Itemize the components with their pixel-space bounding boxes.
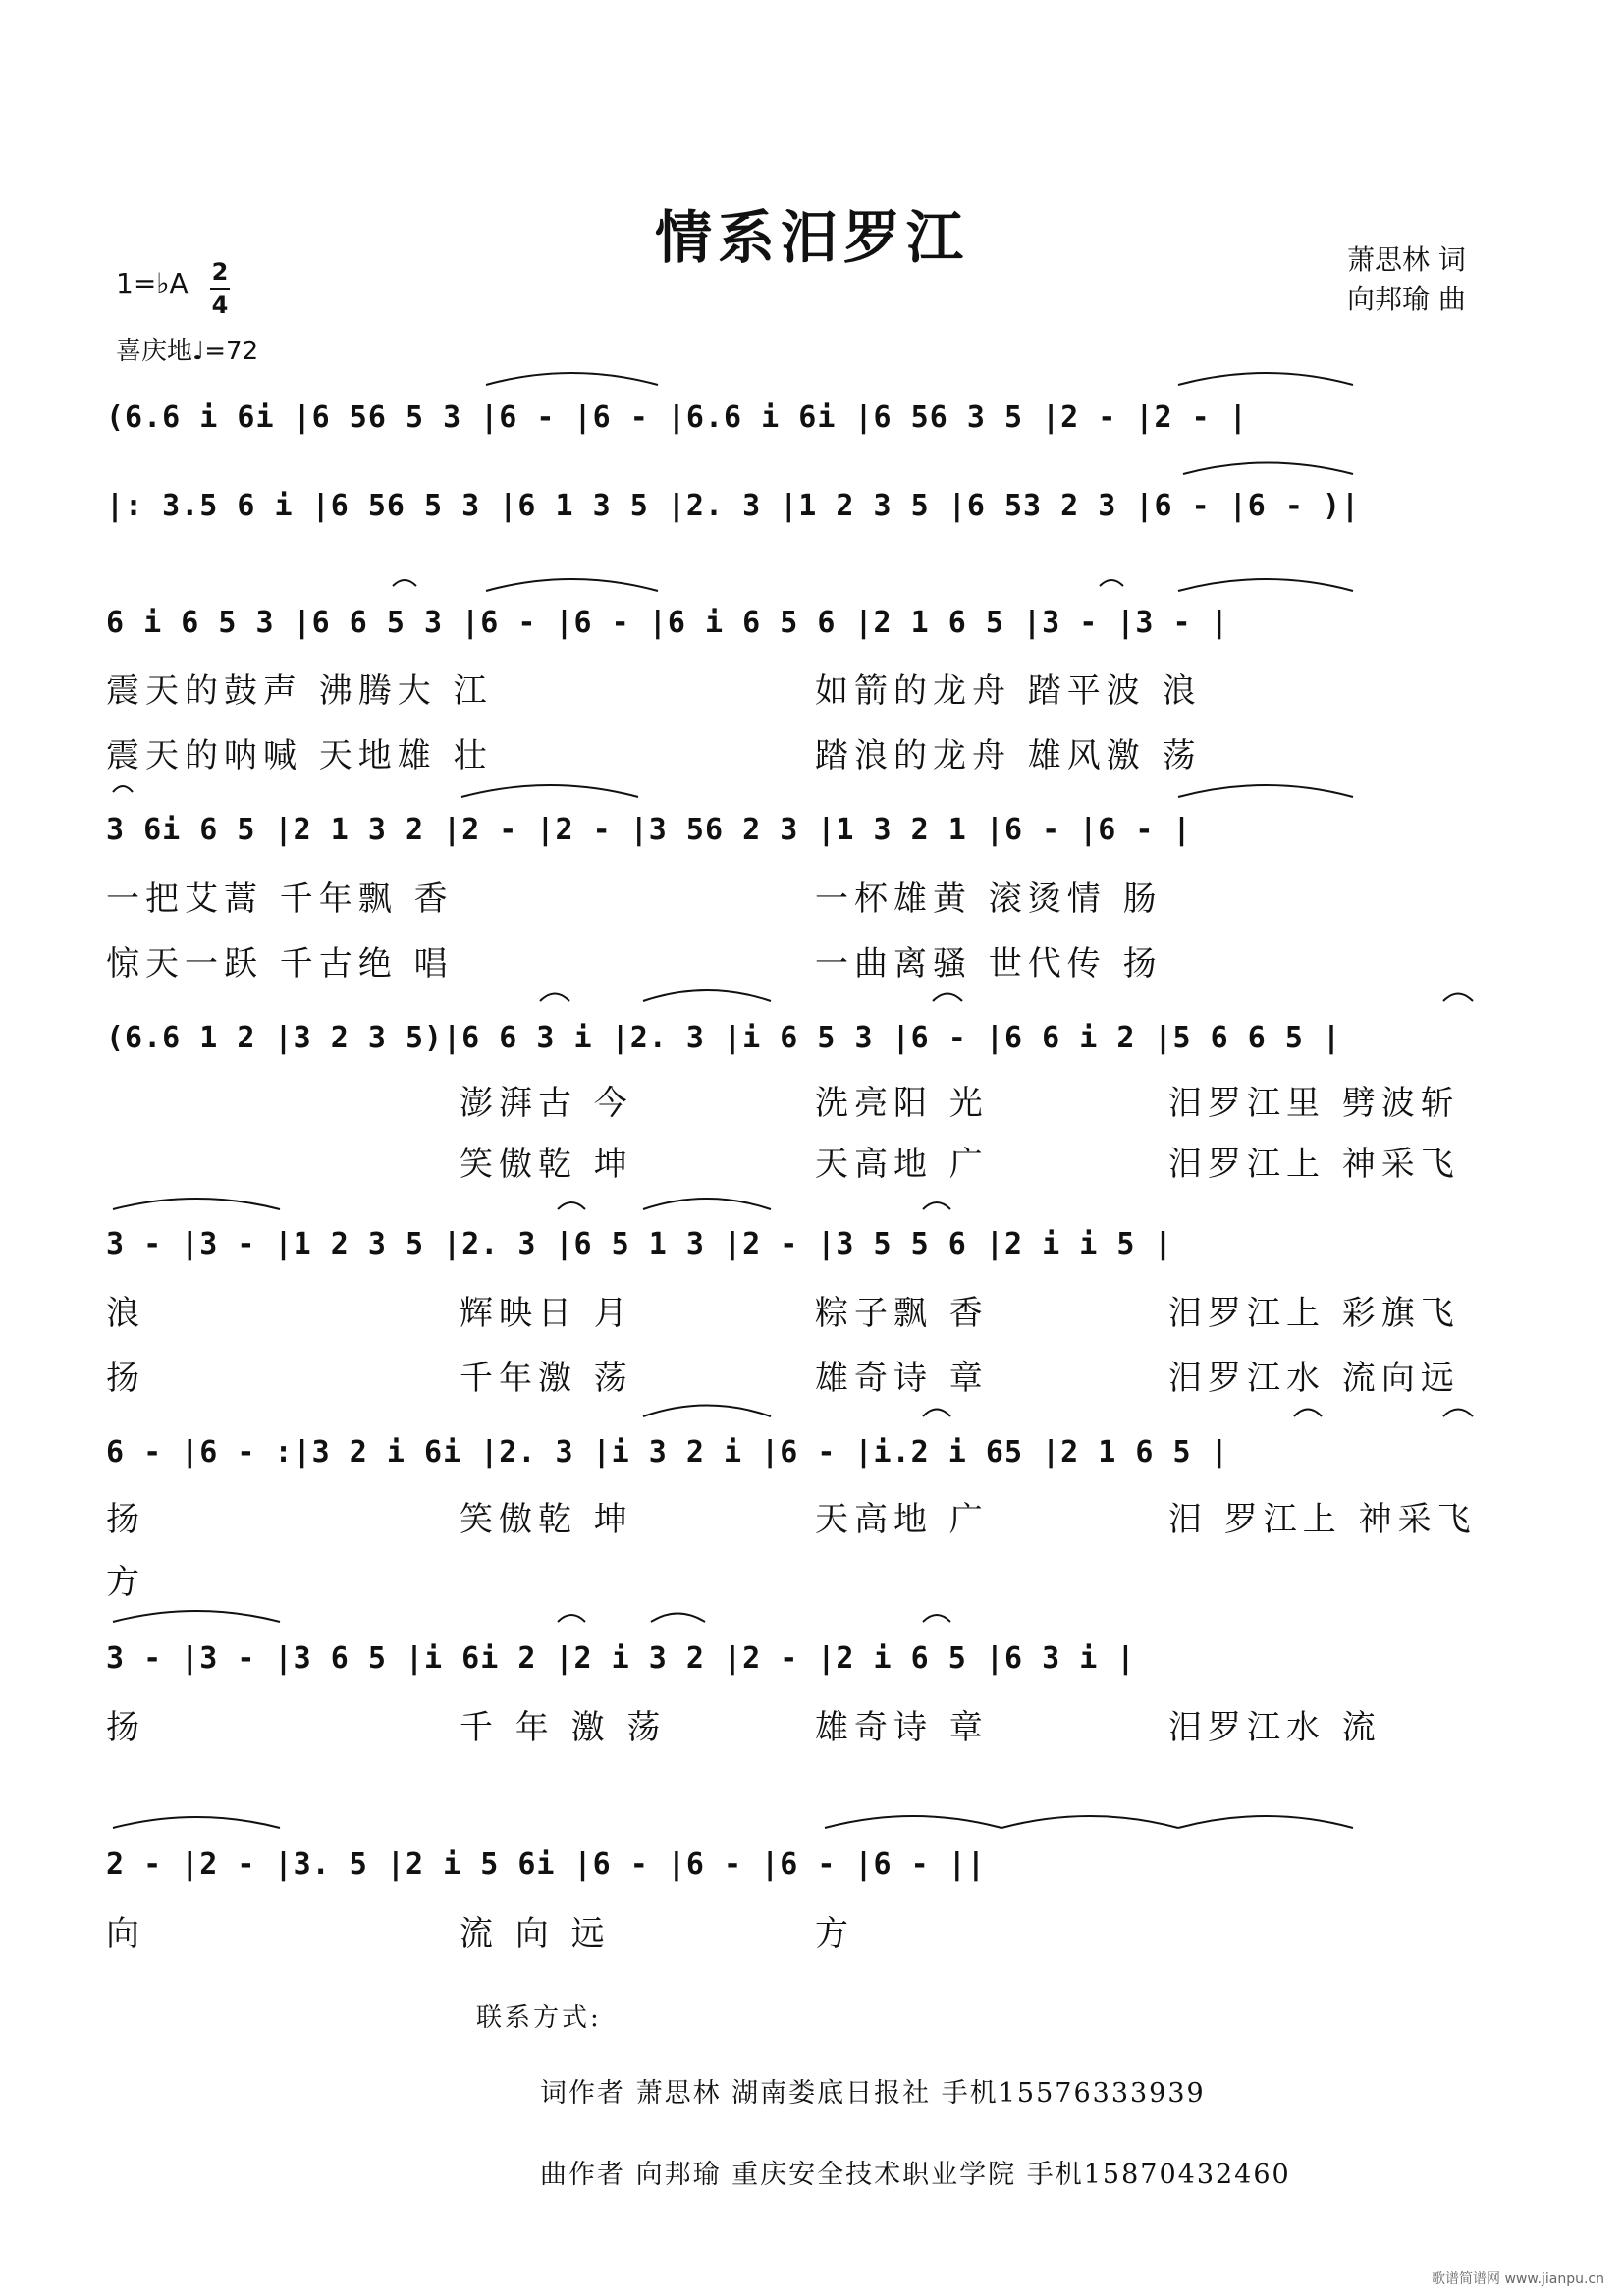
tempo-marking: 喜庆地♩=72 <box>116 337 259 366</box>
tie-slur <box>393 580 416 586</box>
tie-slur <box>113 1817 280 1828</box>
lyric-line: 方 <box>106 1563 145 1602</box>
lyric-line: 天高地 广 <box>815 1145 989 1184</box>
contact-heading: 联系方式: <box>476 2003 602 2033</box>
lyricist-credit: 萧思林 词 <box>1347 243 1466 276</box>
lyric-line: 汨罗江水 流 <box>1168 1708 1381 1747</box>
lyric-line: 汨 罗江上 神采飞 <box>1168 1500 1477 1539</box>
notation-row-notes: 3 - |3 - |3 6 5 |i 6i 2 |2 i 3 2 |2 - |2 i 6 5 |6 3 i | <box>106 1641 1136 1676</box>
lyric-line: 一把艾蒿 千年飘 香 <box>106 880 454 919</box>
lyric-line: 流 向 远 <box>460 1914 611 1953</box>
composer-contact: 曲作者 向邦瑜 重庆安全技术职业学院 手机15870432460 <box>540 2160 1291 2190</box>
time-signature-top: 2 <box>211 258 229 286</box>
lyric-line: 天高地 广 <box>815 1500 989 1539</box>
lyric-line: 震天的呐喊 天地雄 壮 <box>106 736 493 775</box>
lyric-line: 震天的鼓声 沸腾大 江 <box>106 671 493 711</box>
tie-slur <box>1443 994 1473 1002</box>
notation-row-notes: 3 - |3 - |1 2 3 5 |2. 3 |6 5 1 3 |2 - |3 5 5 6 |2 i i 5 | <box>106 1227 1173 1261</box>
lyric-line: 一曲离骚 世代传 扬 <box>815 944 1163 984</box>
lyric-line: 汨罗江里 劈波斩 <box>1168 1084 1460 1123</box>
tie-slur <box>923 1202 950 1209</box>
tie-slur <box>558 1615 585 1622</box>
lyric-line: 汨罗江水 流向远 <box>1168 1359 1460 1398</box>
lyric-line: 扬 <box>106 1500 145 1539</box>
tie-slur <box>540 994 569 1002</box>
notation-row-notes: |: 3.5 6 i |6 56 5 3 |6 1 3 5 |2. 3 |1 2 3 5 |6 53 2 3 |6 - |6 - )| <box>106 489 1361 523</box>
tie-slur <box>558 1202 585 1209</box>
lyric-line: 如箭的龙舟 踏平波 浪 <box>815 671 1202 711</box>
lyric-line: 澎湃古 今 <box>460 1084 633 1123</box>
tie-slur <box>923 1410 950 1417</box>
notation-row-notes: 2 - |2 - |3. 5 |2 i 5 6i |6 - |6 - |6 - |6 - || <box>106 1847 986 1882</box>
tie-slur <box>1100 580 1123 586</box>
lyric-line: 方 <box>815 1914 854 1953</box>
tie-slur <box>643 1199 771 1209</box>
tie-slur <box>486 579 658 591</box>
lyric-line: 一杯雄黄 滚烫情 肠 <box>815 880 1163 919</box>
lyric-line: 踏浪的龙舟 雄风激 荡 <box>815 736 1202 775</box>
notation-row-notes: 6 - |6 - :|3 2 i 6i |2. 3 |i 3 2 i |6 - |i.2 i 65 |2 1 6 5 | <box>106 1435 1229 1469</box>
tie-slur <box>113 1611 280 1622</box>
lyric-line: 浪 <box>106 1294 145 1333</box>
lyric-line: 洗亮阳 光 <box>815 1084 989 1123</box>
tie-slur <box>461 785 638 797</box>
watermark: 歌谱简谱网 www.jianpu.cn <box>1432 2271 1604 2287</box>
time-signature-bottom: 4 <box>211 292 229 319</box>
tie-slur <box>923 1615 950 1622</box>
lyric-line: 惊天一跃 千古绝 唱 <box>106 944 454 984</box>
tie-slur <box>1178 579 1353 591</box>
key-signature: 1=♭A <box>116 267 189 299</box>
lyric-line: 雄奇诗 章 <box>815 1708 989 1747</box>
lyric-line: 汨罗江上 彩旗飞 <box>1168 1294 1460 1333</box>
tie-slur <box>643 990 771 1001</box>
tie-slur <box>1443 1410 1473 1417</box>
lyric-line: 扬 <box>106 1708 145 1747</box>
lyric-line: 汨罗江上 神采飞 <box>1168 1145 1460 1184</box>
tie-slur <box>825 1816 1001 1828</box>
tie-slur <box>1001 1816 1178 1828</box>
page-title: 情系汨罗江 <box>654 204 969 271</box>
tie-slur <box>1178 1816 1353 1828</box>
lyric-line: 粽子飘 香 <box>815 1294 989 1333</box>
lyric-line: 笑傲乾 坤 <box>460 1145 633 1184</box>
tie-slur <box>1183 463 1353 475</box>
tie-slur <box>651 1614 705 1623</box>
tie-slur <box>933 994 962 1002</box>
lyric-line: 扬 <box>106 1359 145 1398</box>
notation-row-notes: 3 6i 6 5 |2 1 3 2 |2 - |2 - |3 56 2 3 |1 3 2 1 |6 - |6 - | <box>106 813 1192 847</box>
tie-slur <box>1178 785 1353 797</box>
notation-row-notes: (6.6 1 2 |3 2 3 5)|6 6 3 i |2. 3 |i 6 5 3 |6 - |6 6 i 2 |5 6 6 5 | <box>106 1021 1342 1055</box>
lyricist-contact: 词作者 萧思林 湖南娄底日报社 手机15576333939 <box>540 2078 1206 2109</box>
tie-slur <box>1294 1410 1322 1417</box>
notation-row-notes: 6 i 6 5 3 |6 6 5 3 |6 - |6 - |6 i 6 5 6 |2 1 6 5 |3 - |3 - | <box>106 606 1229 640</box>
lyric-line: 千年激 荡 <box>460 1359 633 1398</box>
lyric-line: 雄奇诗 章 <box>815 1359 989 1398</box>
composer-credit: 向邦瑜 曲 <box>1347 283 1466 315</box>
notation-row-notes: (6.6 i 6i |6 56 5 3 |6 - |6 - |6.6 i 6i |6 56 3 5 |2 - |2 - | <box>106 400 1248 435</box>
lyric-line: 千 年 激 荡 <box>460 1708 667 1747</box>
tie-slur <box>113 786 133 792</box>
lyric-line: 辉映日 月 <box>460 1294 633 1333</box>
tie-slur <box>113 1199 280 1209</box>
lyric-line: 向 <box>106 1914 145 1953</box>
tie-slur <box>643 1406 771 1417</box>
tie-slur <box>486 373 658 385</box>
tie-slur <box>1178 373 1353 385</box>
lyric-line: 笑傲乾 坤 <box>460 1500 633 1539</box>
